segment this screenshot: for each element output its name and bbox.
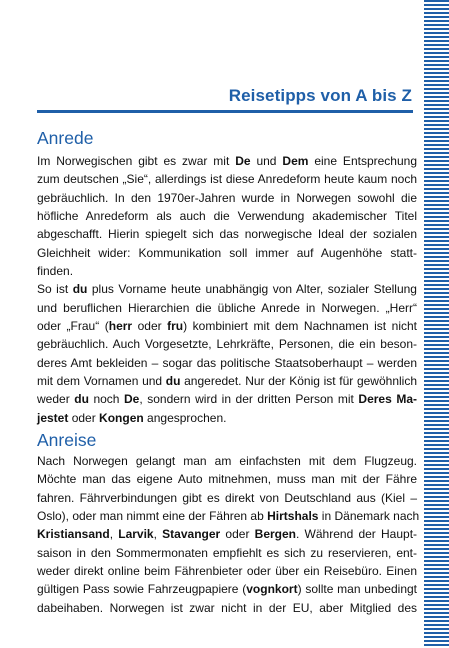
text-run: saison in den Sommermonaten empfiehlt es sich zu reservieren, ent-: [37, 545, 417, 560]
text-line: [37, 299, 417, 317]
page-edge-stripes: [424, 0, 449, 648]
text-line: [37, 280, 417, 298]
text-run: eine Entsprechung: [308, 154, 417, 168]
text-run: ) kombiniert mit dem Nachnamen ist nicht: [183, 319, 418, 334]
bold-term: Deres Ma-: [358, 392, 417, 407]
text-run: mit dem Vornamen und: [37, 374, 166, 389]
text-line: [37, 562, 417, 580]
text-line: [37, 189, 417, 207]
text-run: höfliche Anredeform als auch die Verwendung akademischer Titel: [37, 209, 417, 224]
text-run: zum deutschen „Sie“, allerdings ist diese Anredeform heute kaum noch: [37, 172, 417, 187]
text-line: [37, 244, 417, 262]
bold-term: De: [124, 392, 140, 407]
title-divider: [37, 110, 413, 113]
text-line: [37, 452, 417, 470]
bold-term: fru: [167, 319, 184, 334]
text-line: [37, 507, 420, 525]
text-line: [37, 390, 417, 408]
section-heading-anreise: Anreise: [37, 430, 97, 450]
bold-term: herr: [108, 319, 133, 334]
text-line: [37, 489, 417, 507]
bold-term: Kongen: [99, 410, 144, 425]
text-line: [37, 580, 417, 598]
text-run: weder direkt online beim Fährenbieter oder über ein Reisebüro. Einen: [37, 564, 417, 579]
text-line: [37, 409, 417, 427]
text-run: noch: [88, 392, 125, 407]
text-run: weder: [37, 392, 75, 407]
bold-term: Larvik: [118, 527, 154, 542]
text-run: und beruflichen Hierarchien die übliche Anrede in Norwegen. „Herr“: [37, 300, 417, 315]
text-run: oder: [68, 410, 100, 425]
text-run: oder „Frau“ (: [37, 319, 109, 334]
bold-term: du: [165, 374, 181, 389]
text-line: [37, 170, 417, 188]
text-run: oder: [132, 319, 168, 334]
text-run: und: [250, 154, 283, 168]
text-run: gültigen Pass sowie Fahrzeugpapiere (: [37, 582, 247, 597]
bold-term: Dem: [282, 154, 309, 168]
text-run: Oslo), oder man nimmt eine der Fähren ab: [37, 509, 268, 524]
text-line: [37, 225, 417, 243]
bold-term: Kristiansand: [37, 527, 110, 542]
text-run: angesprochen.: [143, 410, 227, 425]
text-line: [37, 470, 417, 488]
text-run: ,: [109, 527, 119, 542]
bold-term: Bergen: [254, 527, 296, 542]
bold-term: Hirtshals: [267, 509, 319, 524]
text-run: . Während der Haupt-: [296, 527, 418, 542]
page-title: Reisetipps von A bis Z: [228, 86, 412, 105]
section-heading-anrede: Anrede: [37, 128, 94, 148]
section-body-anrede: [37, 152, 417, 427]
text-run: Nach Norwegen gelangt man am einfachsten mit dem Flugzeug.: [37, 454, 417, 468]
text-run: fahren. Fährverbindungen gibt es direkt von Deutschland aus (Kiel –: [37, 490, 417, 505]
text-run: oder: [220, 527, 255, 542]
text-line: [37, 335, 417, 353]
text-run: deres Amt bekleiden – sogar das politische Staatsoberhaupt – werden: [37, 355, 417, 370]
section-body-anreise: [37, 452, 420, 617]
text-run: abgeschafft. Hierin spiegelt sich das norwegische Ideal der sozialen: [37, 227, 417, 242]
text-run: gebräuchlich. In den 1970er-Jahren wurde in Norwegen sowohl die: [37, 190, 417, 205]
text-line: [37, 354, 417, 372]
text-run: plus Vorname heute unabhängig von Alter, sozialer Stellung: [87, 282, 417, 297]
text-run: ,: [153, 527, 163, 542]
text-line: [37, 317, 417, 335]
bold-term: jestet: [37, 410, 69, 425]
text-run: So ist: [37, 282, 73, 297]
text-run: Möchte man das eigene Auto mitnehmen, muss man mit der Fähre: [37, 472, 417, 487]
text-run: angeredet. Nur der König ist für gewöhnlich: [180, 374, 417, 389]
text-run: gebräuchlich. Auch Vorgesetzte, Lehrkräfte, Personen, die ein beson-: [37, 337, 417, 352]
text-line: [37, 152, 417, 170]
text-run: dabeihaben. Norwegen ist zwar nicht in der EU, aber Mitglied des: [37, 600, 417, 615]
text-run: ) sollte man unbedingt: [297, 582, 418, 597]
text-run: , sondern wird in der dritten Person mit: [139, 392, 359, 407]
bold-term: Stavanger: [162, 527, 221, 542]
bold-term: du: [74, 392, 89, 407]
text-line: [37, 599, 417, 617]
bold-term: De: [235, 154, 251, 168]
bold-term: vognkort: [246, 582, 298, 597]
text-line: [37, 262, 417, 280]
text-line: [37, 372, 417, 390]
text-line: [37, 525, 417, 543]
text-run: finden.: [37, 264, 74, 279]
bold-term: du: [72, 282, 88, 297]
text-run: Gleichheit wider: Kommunikation soll immer auf Augenhöhe statt-: [37, 245, 417, 260]
text-line: [37, 207, 417, 225]
text-run: in Dänemark nach: [318, 509, 420, 524]
text-run: Im Norwegischen gibt es zwar mit: [37, 154, 236, 168]
text-line: [37, 544, 417, 562]
